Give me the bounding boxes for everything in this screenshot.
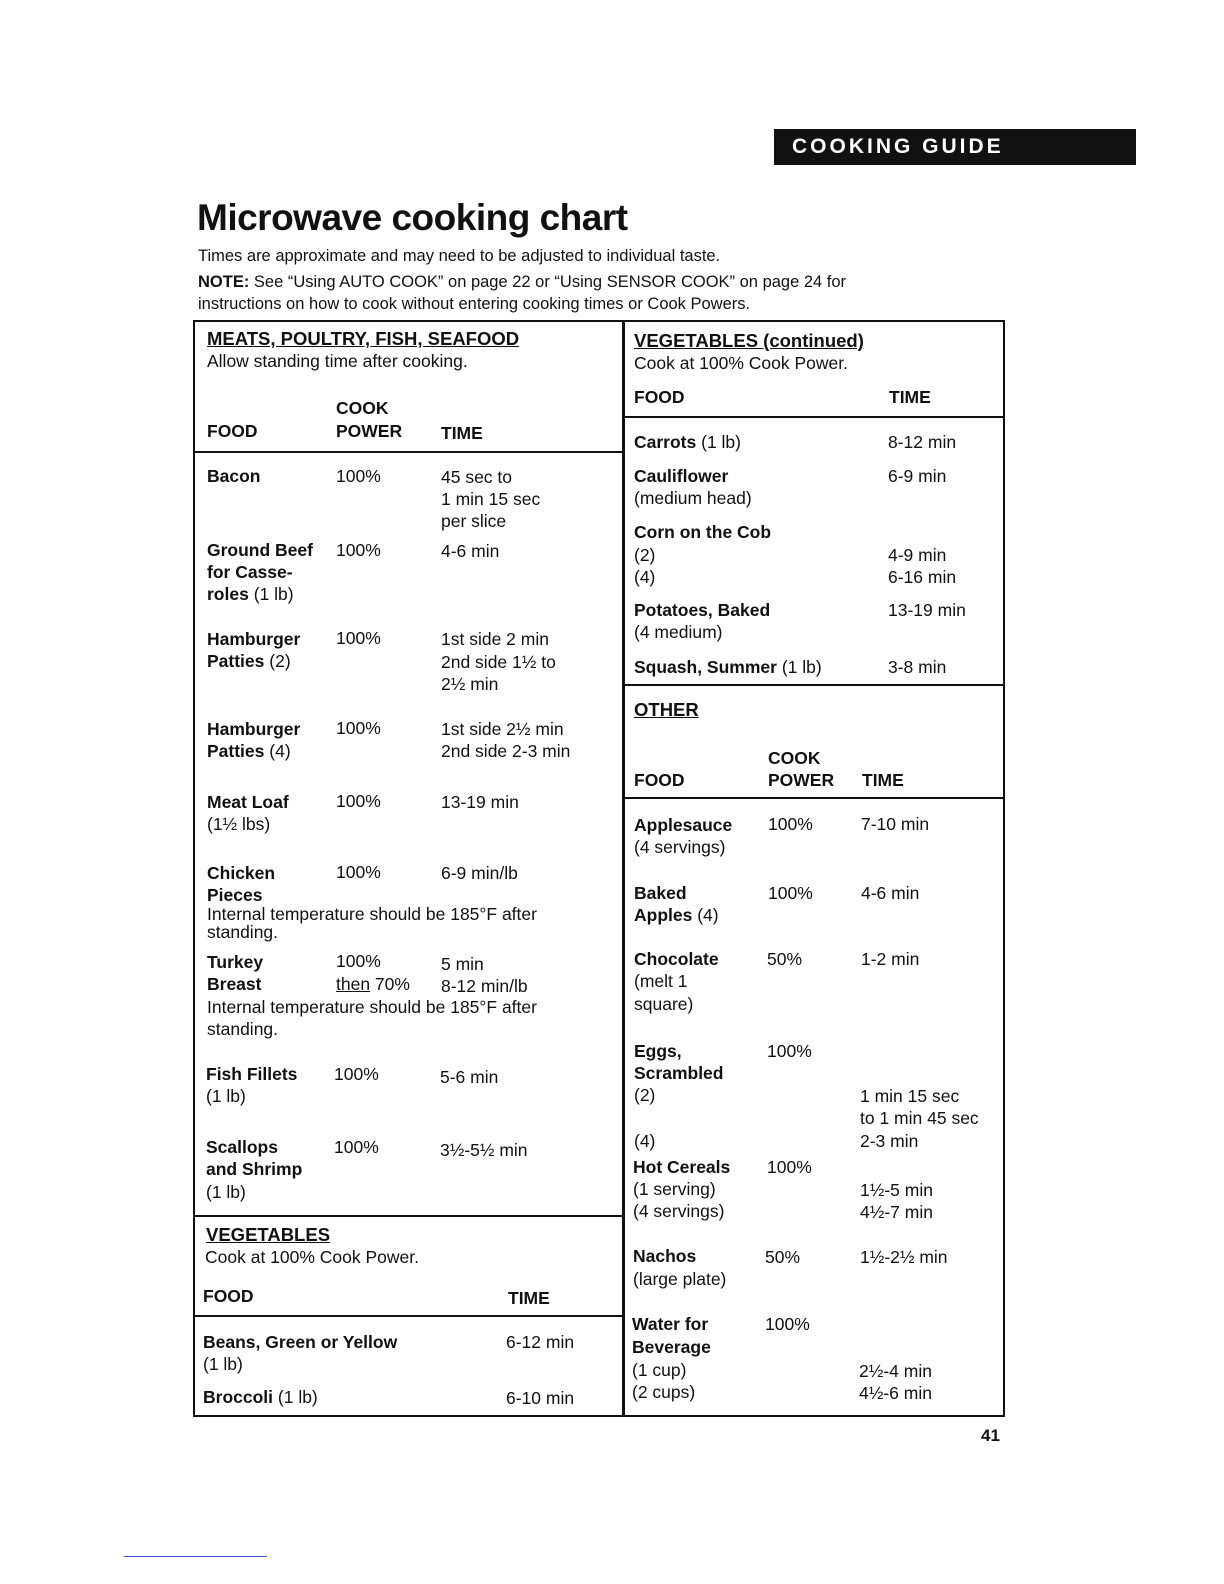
veg-time: 3-8 min <box>888 657 947 677</box>
other-col-power: POWER <box>768 770 835 790</box>
other-power: 50% <box>767 949 803 969</box>
meat-food-name: Ground Beef <box>207 540 313 560</box>
other-food-qty: (2) <box>634 1085 656 1105</box>
veg-cont-subtitle: Cook at 100% Cook Power. <box>634 353 849 373</box>
meat-food-qty: (1 lb) <box>206 1086 246 1106</box>
intro-line-1: Times are approximate and may need to be adjusted to individual taste. <box>198 247 721 265</box>
intro-note <box>198 272 846 293</box>
other-food-qty: (1 cup) <box>632 1360 687 1380</box>
other-food-name: Baked <box>634 883 687 903</box>
meat-food-name: Pieces <box>207 885 263 905</box>
other-food-qty: (4) <box>634 1131 656 1151</box>
veg-food-name: Corn on the Cob <box>634 522 772 542</box>
veg-food-name-part: Squash, Summer <box>634 657 777 677</box>
meat-power: 100% <box>336 862 381 882</box>
other-food-name: Nachos <box>633 1246 697 1266</box>
other-time: 4-6 min <box>861 883 920 903</box>
veg-time: 8-12 min <box>888 432 957 452</box>
other-food-name: Chocolate <box>634 949 719 969</box>
meats-col-food: FOOD <box>207 421 258 441</box>
veg-food-name-part: Broccoli <box>203 1387 274 1407</box>
meat-time: 1 min 15 sec <box>441 489 541 509</box>
meat-food-name: Bacon <box>207 466 261 486</box>
other-time: to 1 min 45 sec <box>860 1108 979 1128</box>
meat-food-qty: (1 lb) <box>248 584 294 604</box>
other-food-name: Eggs, <box>634 1041 682 1061</box>
vegetables-subtitle: Cook at 100% Cook Power. <box>205 1247 420 1267</box>
other-header-rule <box>624 797 1003 799</box>
other-food-qty: (1 serving) <box>633 1179 716 1199</box>
meat-food-name: Breast <box>207 974 262 994</box>
meat-power: 100% <box>336 718 381 738</box>
other-food-qty: (melt 1 <box>634 971 688 991</box>
veg-food-name: Beans, Green or Yellow <box>203 1332 398 1352</box>
other-food-name: Applesauce <box>634 815 733 835</box>
meat-food-name <box>207 583 294 605</box>
meat-food-name: Meat Loaf <box>207 792 289 812</box>
meat-food-qty: (2) <box>264 651 291 671</box>
other-col-food: FOOD <box>634 770 685 790</box>
other-time: 4½-6 min <box>859 1383 932 1403</box>
veg-time: 13-19 min <box>888 600 966 620</box>
meat-food-name-part: Patties <box>207 651 265 671</box>
veg-food-name <box>203 1386 318 1408</box>
meat-food-qty: (1 lb) <box>206 1182 246 1202</box>
other-power: 100% <box>768 814 813 834</box>
meat-food-qty: (4) <box>264 741 291 761</box>
meat-food-name <box>207 740 291 762</box>
veg-food-qty: (1 lb) <box>696 432 741 452</box>
other-time: 7-10 min <box>861 814 930 834</box>
veg-time: 6-9 min <box>888 466 947 486</box>
meat-time: 3½-5½ min <box>440 1140 528 1160</box>
other-section-title: OTHER <box>634 699 699 720</box>
other-time: 2½-4 min <box>859 1361 932 1381</box>
meat-time: per slice <box>441 511 507 531</box>
meat-power <box>336 973 410 995</box>
veg-time: 6-12 min <box>506 1332 575 1352</box>
other-food-name <box>634 904 719 926</box>
other-time: 2-3 min <box>860 1131 919 1151</box>
other-food-qty: (4) <box>692 905 719 925</box>
page-title: Microwave cooking chart <box>197 197 628 238</box>
meats-col-power: POWER <box>336 421 403 441</box>
other-food-qty: (large plate) <box>633 1269 727 1289</box>
meat-power: 100% <box>336 791 381 811</box>
meats-col-time: TIME <box>441 423 483 443</box>
meat-time: 45 sec to <box>441 467 513 487</box>
other-power: 100% <box>765 1314 810 1334</box>
veg-food-name <box>634 656 822 678</box>
vegetables-col-time: TIME <box>508 1288 550 1308</box>
meat-power: 100% <box>336 466 381 486</box>
note-label: NOTE: <box>198 273 250 291</box>
meat-time: 8-12 min/lb <box>441 976 528 996</box>
other-section-rule <box>624 684 1003 686</box>
meat-power: 100% <box>336 540 381 560</box>
meat-food-name: Chicken <box>207 863 276 883</box>
other-col-time: TIME <box>862 770 904 790</box>
other-time: 4½-7 min <box>860 1202 933 1222</box>
meat-time: 6-9 min/lb <box>441 863 518 883</box>
meat-note: Internal temperature should be 185°F after <box>207 904 537 924</box>
meat-power: 100% <box>334 1137 379 1157</box>
veg-time: 6-16 min <box>888 567 957 587</box>
veg-food-qty: (1 lb) <box>203 1354 243 1374</box>
other-power: 50% <box>765 1247 801 1267</box>
meat-time: 1st side 2½ min <box>441 719 564 739</box>
footer-rule <box>124 1556 267 1557</box>
meat-food-name: Hamburger <box>207 629 301 649</box>
meat-food-name: for Casse- <box>207 562 293 582</box>
other-col-cook: COOK <box>768 748 821 768</box>
other-food-name: Water for <box>632 1314 709 1334</box>
meats-section-title: MEATS, POULTRY, FISH, SEAFOOD <box>207 328 520 349</box>
other-food-name: Hot Cereals <box>633 1157 731 1177</box>
other-food-qty: square) <box>634 994 694 1014</box>
meats-header-rule <box>195 451 623 453</box>
meat-time: 5-6 min <box>440 1067 499 1087</box>
meat-time: 2nd side 1½ to <box>441 652 556 672</box>
other-time: 1½-5 min <box>860 1180 933 1200</box>
meat-food-name: Fish Fillets <box>206 1064 298 1084</box>
other-food-qty: (4 servings) <box>634 837 726 857</box>
meat-food-name <box>207 650 291 672</box>
other-power: 100% <box>767 1041 812 1061</box>
then-label: then <box>336 974 371 994</box>
meat-note: standing. <box>207 1019 279 1039</box>
veg-food-qty: (1 lb) <box>776 657 822 677</box>
meat-food-name: Turkey <box>207 952 264 972</box>
veg-food-name: Cauliflower <box>634 466 729 486</box>
vegetables-col-food: FOOD <box>203 1286 254 1306</box>
meat-time: 5 min <box>441 954 484 974</box>
meat-power-part: 70% <box>370 974 410 994</box>
meat-time: 2½ min <box>441 674 499 694</box>
veg-food-qty: (1 lb) <box>273 1387 318 1407</box>
intro-line-3: instructions on how to cook without entering cooking times or Cook Powers. <box>198 295 751 313</box>
veg-food-name: Potatoes, Baked <box>634 600 771 620</box>
other-power: 100% <box>768 883 813 903</box>
meat-food-qty: (1½ lbs) <box>207 814 271 834</box>
veg-cont-header-rule <box>624 416 1003 418</box>
other-time: 1 min 15 sec <box>860 1086 960 1106</box>
meat-note: standing. <box>207 922 279 942</box>
other-food-qty: (2 cups) <box>632 1382 696 1402</box>
meat-power: 100% <box>336 628 381 648</box>
meat-time: 4-6 min <box>441 541 500 561</box>
veg-food-qty: (2) <box>634 545 656 565</box>
veg-cont-section-title: VEGETABLES (continued) <box>634 330 864 351</box>
meat-time: 1st side 2 min <box>441 629 549 649</box>
page-number: 41 <box>981 1426 1000 1445</box>
meats-subtitle: Allow standing time after cooking. <box>207 351 468 371</box>
veg-food-name <box>634 431 741 453</box>
meat-time: 2nd side 2-3 min <box>441 741 571 761</box>
meat-food-name-part: roles <box>207 584 249 604</box>
other-food-name: Beverage <box>632 1337 711 1357</box>
meats-col-cook: COOK <box>336 398 389 418</box>
other-food-name-part: Apples <box>634 905 693 925</box>
vegetables-section-rule <box>195 1215 623 1217</box>
meat-note: Internal temperature should be 185°F after <box>207 997 537 1017</box>
veg-food-name-part: Carrots <box>634 432 697 452</box>
intro-line-2: See “Using AUTO COOK” on page 22 or “Using SENSOR COOK” on page 24 for <box>249 273 847 291</box>
veg-cont-col-time: TIME <box>889 387 931 407</box>
veg-time: 6-10 min <box>506 1388 575 1408</box>
other-power: 100% <box>767 1157 812 1177</box>
other-food-qty: (4 servings) <box>633 1201 725 1221</box>
vegetables-section-title: VEGETABLES <box>206 1224 331 1245</box>
vegetables-header-rule <box>195 1315 623 1317</box>
section-banner: COOKING GUIDE <box>774 129 1136 165</box>
other-food-name: Scrambled <box>634 1063 724 1083</box>
meat-food-name-part: Patties <box>207 741 265 761</box>
veg-food-qty: (4 medium) <box>634 622 723 642</box>
meat-food-name: Scallops <box>206 1137 278 1157</box>
veg-food-qty: (4) <box>634 567 656 587</box>
veg-cont-col-food: FOOD <box>634 387 685 407</box>
other-time: 1½-2½ min <box>860 1247 948 1267</box>
meat-time: 13-19 min <box>441 792 519 812</box>
veg-food-qty: (medium head) <box>634 488 752 508</box>
meat-power: 100% <box>334 1064 379 1084</box>
meat-power: 100% <box>336 951 381 971</box>
veg-time: 4-9 min <box>888 545 947 565</box>
meat-food-name: Hamburger <box>207 719 301 739</box>
meat-food-name: and Shrimp <box>206 1159 303 1179</box>
other-time: 1-2 min <box>861 949 920 969</box>
